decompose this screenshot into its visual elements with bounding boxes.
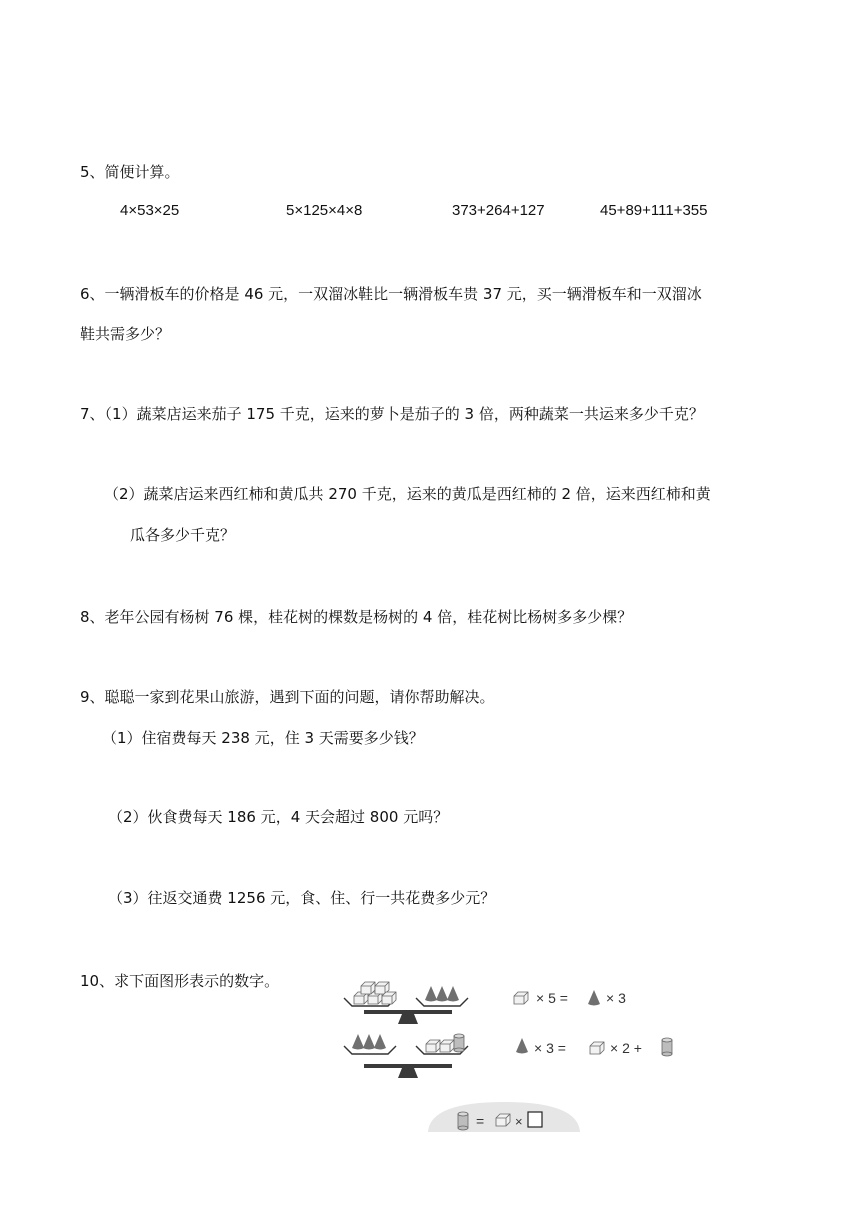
answer-box[interactable] — [528, 1112, 542, 1127]
q5-expression-4: 45+89+111+355 — [600, 202, 708, 219]
eq1-times-left: × 5 = — [536, 990, 568, 1006]
q5-expression-1: 4×53×25 — [120, 202, 180, 219]
q9-title: 9、聪聪一家到花果山旅游，遇到下面的问题，请你帮助解决。 — [80, 688, 495, 706]
balance-2 — [344, 1034, 468, 1078]
equation-1 — [514, 990, 626, 1006]
q6-line-1: 6、一辆滑板车的价格是 46 元，一双溜冰鞋比一辆滑板车贵 37 元，买一辆滑板车和一双溜冰 — [80, 285, 702, 303]
q9-sub-2: （2）伙食费每天 186 元，4 天会超过 800 元吗？ — [108, 808, 449, 826]
balance-2-bar — [364, 1064, 452, 1068]
eq1-times-right: × 3 — [606, 990, 626, 1006]
q7-part-1: 7、（1）蔬菜店运来茄子 175 千克，运来的萝卜是茄子的 3 倍，两种蔬菜一共运来多少千克？ — [80, 405, 704, 423]
eq2-times-left: × 3 = — [534, 1040, 566, 1056]
q7-part-2-line-2: 瓜各多少千克？ — [130, 526, 236, 544]
equation-3 — [428, 1102, 580, 1132]
eq3-times: × — [515, 1114, 523, 1129]
cylinder-icon — [458, 1112, 468, 1130]
q5-title: 5、简便计算。 — [80, 163, 180, 181]
q5-expression-2: 5×125×4×8 — [286, 202, 363, 219]
balance-2-left-cones — [352, 1034, 386, 1050]
cube-icon — [496, 1114, 510, 1126]
balance-1 — [344, 982, 468, 1024]
balance-2-stand — [398, 1068, 418, 1078]
cube-icon — [514, 992, 528, 1004]
cylinder-icon — [662, 1038, 672, 1056]
cone-icon — [588, 990, 600, 1006]
balance-1-bar — [364, 1010, 452, 1014]
q10-title: 10、求下面图形表示的数字。 — [80, 972, 280, 990]
balance-1-right-cones — [425, 986, 459, 1002]
q9-sub-3: （3）往返交通费 1256 元，食、住、行一共花费多少元？ — [108, 889, 496, 907]
q9-sub-1: （1）住宿费每天 238 元，住 3 天需要多少钱？ — [102, 729, 424, 747]
cube-icon — [590, 1042, 604, 1054]
q10-figure — [330, 960, 710, 1140]
q7-part-2-line-1: （2）蔬菜店运来西红柿和黄瓜共 270 千克，运来的黄瓜是西红柿的 2 倍，运来西红柿和黄 — [104, 485, 711, 503]
equation-2 — [516, 1038, 672, 1056]
q6-line-2: 鞋共需多少？ — [80, 325, 171, 343]
balance-1-stand — [398, 1014, 418, 1024]
cone-icon — [516, 1038, 528, 1054]
q5-expression-3: 373+264+127 — [452, 202, 545, 219]
balance-1-left-cubes — [354, 982, 396, 1004]
eq3-equals: = — [476, 1113, 485, 1129]
balance-2-right-items — [426, 1034, 464, 1052]
q8-text: 8、老年公园有杨树 76 棵，桂花树的棵数是杨树的 4 倍，桂花树比杨树多多少棵？ — [80, 608, 633, 626]
eq2-times-right: × 2 + — [610, 1040, 642, 1056]
